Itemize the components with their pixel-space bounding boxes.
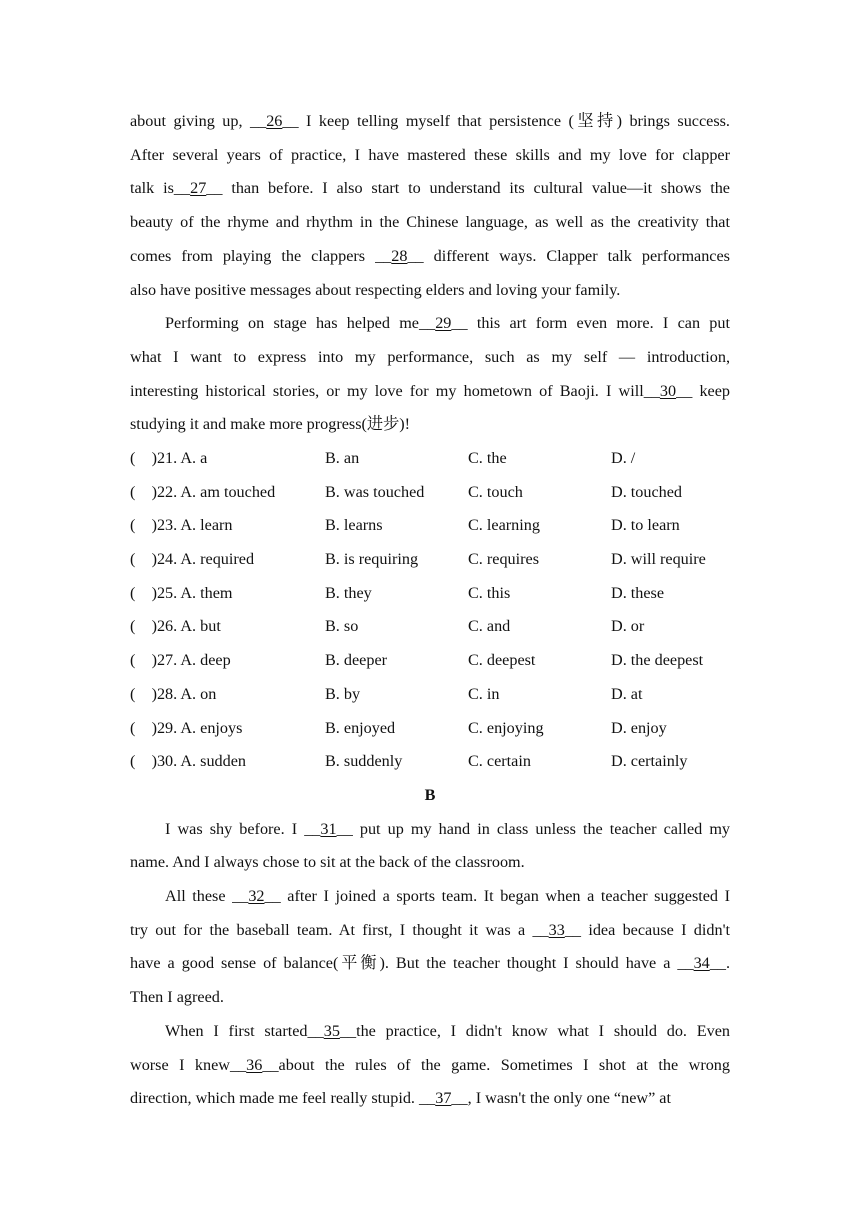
text-line	[130, 1082, 730, 1116]
text-segment: All these __	[165, 887, 249, 905]
text-line	[130, 408, 730, 442]
question-row	[130, 543, 730, 577]
option-d[interactable]: D. touched	[611, 482, 683, 501]
text-line	[130, 914, 730, 948]
option-b[interactable]: B. learns	[325, 516, 383, 535]
option-c[interactable]: C. requires	[468, 550, 540, 569]
question-number-option-a[interactable]: ( )29. A. enjoys	[130, 718, 243, 737]
text-segment: When I first started__	[165, 1021, 324, 1040]
text-segment: talk is__	[130, 179, 191, 198]
passage-b-paragraph-3	[130, 1015, 730, 1116]
blank-number: 30	[659, 381, 677, 400]
text-line	[130, 206, 730, 240]
text-segment: __ put up my hand in class unless the teacher called my	[336, 819, 731, 838]
blank-number: 28	[391, 246, 408, 265]
text-segment: have a good sense of balance(平衡). But the teacher thought I should have a __	[130, 954, 694, 973]
text-line	[130, 172, 730, 206]
blank-number: 31	[320, 819, 337, 838]
text-segment: direction, which made me feel really stupid. __	[130, 1089, 436, 1108]
text-segment: __ I keep telling myself that persistence (坚持) brings success.	[282, 112, 730, 130]
text-segment: __, I wasn't the only one “new” at	[451, 1089, 671, 1108]
text-segment: Performing on stage has helped me__	[165, 314, 436, 333]
text-line	[130, 307, 730, 341]
text-segment: __ this art form even more. I can put	[451, 314, 730, 333]
text-line	[130, 813, 730, 847]
option-c[interactable]: C. and	[468, 617, 511, 636]
text-segment: __ after I joined a sports team. It began when a teacher suggested I	[264, 887, 730, 905]
question-number-option-a[interactable]: ( )25. A. them	[130, 583, 233, 602]
document-page	[130, 105, 730, 1116]
question-number-option-a[interactable]: ( )30. A. sudden	[130, 752, 246, 771]
text-segment: worse I knew__	[130, 1055, 247, 1074]
question-row	[130, 745, 730, 779]
passage-b-paragraph-2	[130, 880, 730, 1015]
text-segment: about giving up, __	[130, 112, 267, 130]
text-segment: __.	[709, 954, 730, 973]
text-segment: comes from playing the clappers __	[130, 246, 392, 265]
passage-a-paragraph-2	[130, 307, 730, 442]
option-b[interactable]: B. an	[325, 449, 360, 468]
text-line	[130, 1049, 730, 1083]
option-b[interactable]: B. enjoyed	[325, 718, 396, 737]
text-segment: __about the rules of the game. Sometimes I shot at the wrong	[262, 1055, 730, 1074]
text-segment: __ different ways. Clapper talk performances	[407, 246, 730, 265]
question-row	[130, 610, 730, 644]
option-b[interactable]: B. is requiring	[325, 550, 419, 569]
blank-number: 29	[435, 314, 452, 333]
blank-number: 34	[693, 954, 710, 973]
text-line	[130, 139, 730, 173]
option-b[interactable]: B. deeper	[325, 651, 388, 670]
blank-number: 35	[323, 1021, 340, 1040]
text-segment: try out for the baseball team. At first, I thought it was a __	[130, 920, 549, 939]
text-line	[130, 341, 730, 375]
text-line	[130, 1015, 730, 1049]
text-segment: name. And I always chose to sit at the back of the classroom.	[130, 853, 525, 872]
text-line	[130, 947, 730, 981]
text-line	[130, 375, 730, 409]
text-segment: interesting historical stories, or my love for my hometown of Baoji. I will__	[130, 381, 660, 400]
question-row	[130, 442, 730, 476]
question-number-option-a[interactable]: ( )22. A. am touched	[130, 482, 276, 501]
option-b[interactable]: B. so	[325, 617, 359, 636]
text-line	[130, 105, 730, 139]
text-segment: __ than before. I also start to understand its cultural value—it shows the	[206, 179, 730, 198]
text-segment: also have positive messages about respecting elders and loving your family.	[130, 280, 621, 299]
blank-number: 32	[248, 887, 265, 905]
option-d[interactable]: D. the deepest	[611, 651, 704, 670]
text-line	[130, 981, 730, 1015]
question-row	[130, 712, 730, 746]
question-options-list	[130, 442, 730, 779]
text-segment: what I want to express into my performance, such as my self — introduction,	[130, 347, 730, 366]
text-line	[130, 274, 730, 308]
option-d[interactable]: D. will require	[611, 550, 706, 569]
text-line	[130, 240, 730, 274]
option-c[interactable]: C. in	[468, 684, 500, 703]
text-segment: Then I agreed.	[130, 988, 224, 1007]
question-number-option-a[interactable]: ( )28. A. on	[130, 684, 217, 703]
blank-number: 33	[548, 920, 565, 939]
question-row	[130, 577, 730, 611]
option-c[interactable]: C. learning	[468, 516, 540, 535]
section-b-title: B	[424, 785, 436, 804]
option-b[interactable]: B. they	[325, 583, 372, 602]
option-c[interactable]: C. the	[468, 449, 507, 468]
text-segment: beauty of the rhyme and rhythm in the Chinese language, as well as the creativity that	[130, 213, 730, 232]
question-number-option-a[interactable]: ( )26. A. but	[130, 617, 221, 636]
question-number-option-a[interactable]: ( )24. A. required	[130, 550, 255, 569]
question-row	[130, 644, 730, 678]
text-line	[130, 846, 730, 880]
option-d[interactable]: D. certainly	[611, 752, 688, 771]
option-d[interactable]: D. or	[611, 617, 645, 636]
question-number-option-a[interactable]: ( )23. A. learn	[130, 516, 233, 535]
passage-b-paragraph-1	[130, 813, 730, 880]
question-row	[130, 678, 730, 712]
option-b[interactable]: B. suddenly	[325, 752, 403, 771]
option-d[interactable]: D. /	[611, 449, 636, 468]
blank-number: 26	[266, 112, 283, 130]
blank-number: 27	[190, 179, 207, 198]
option-c[interactable]: C. this	[468, 583, 511, 602]
question-row	[130, 509, 730, 543]
blank-number: 36	[246, 1055, 263, 1074]
option-d[interactable]: D. to learn	[611, 516, 680, 535]
text-segment: __ keep	[676, 381, 730, 400]
text-segment: After several years of practice, I have mastered these skills and my love for clapper	[130, 145, 730, 164]
option-c[interactable]: C. touch	[468, 482, 523, 501]
passage-a-paragraph-1	[130, 105, 730, 307]
option-b[interactable]: B. by	[325, 684, 361, 703]
option-d[interactable]: D. at	[611, 684, 643, 703]
text-segment: __the practice, I didn't know what I should do. Even	[339, 1021, 730, 1040]
option-c[interactable]: C. certain	[468, 752, 531, 771]
option-c[interactable]: C. deepest	[468, 651, 536, 670]
option-d[interactable]: D. these	[611, 583, 665, 602]
text-segment: __ idea because I didn't	[564, 920, 731, 939]
option-d[interactable]: D. enjoy	[611, 718, 667, 737]
question-number-option-a[interactable]: ( )21. A. a	[130, 449, 208, 468]
question-number-option-a[interactable]: ( )27. A. deep	[130, 651, 231, 670]
option-b[interactable]: B. was touched	[325, 482, 425, 501]
question-row	[130, 476, 730, 510]
option-c[interactable]: C. enjoying	[468, 718, 544, 737]
text-segment: studying it and make more progress(进步)!	[130, 415, 411, 434]
text-segment: I was shy before. I __	[165, 819, 321, 838]
text-line	[130, 880, 730, 914]
blank-number: 37	[435, 1089, 452, 1108]
